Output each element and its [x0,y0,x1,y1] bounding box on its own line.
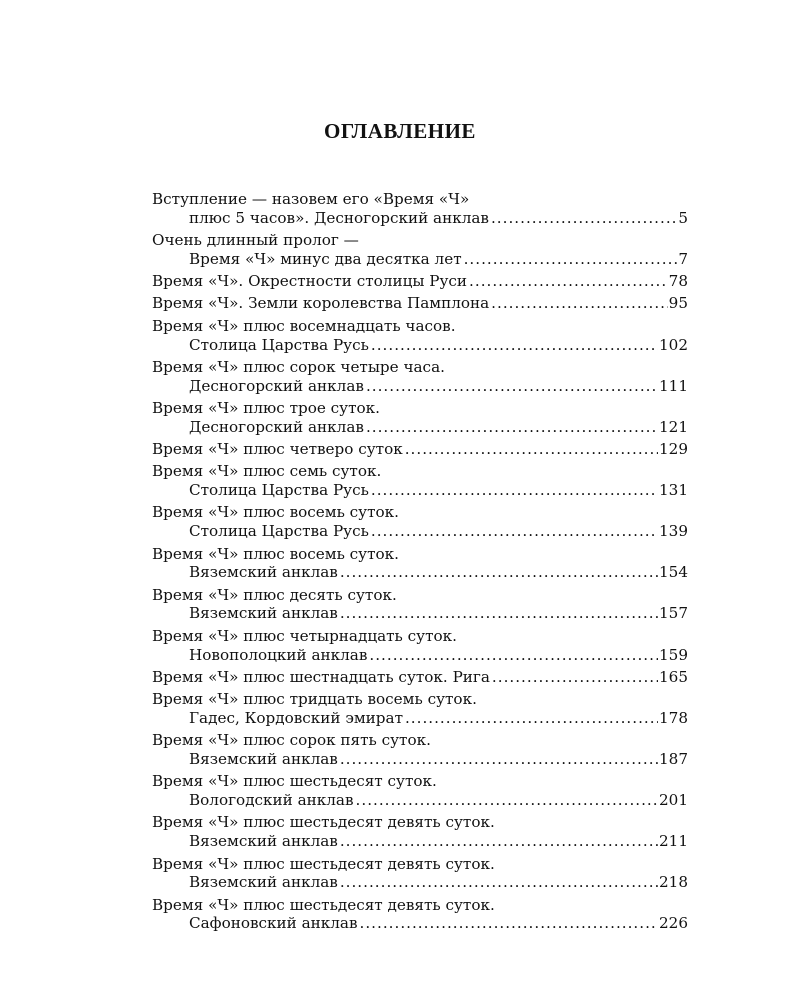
toc-page-number: 201 [659,791,688,810]
toc-page-number: 159 [659,645,688,664]
toc-entry-heading: Время «Ч» плюс шестьдесят суток. [152,772,437,791]
toc-entry[interactable] [152,855,688,893]
toc-entry-heading: Время «Ч» плюс десять суток. [152,585,397,604]
dot-leader [366,418,658,437]
toc-page-number: 121 [659,417,688,436]
toc-entry-heading: Время «Ч» плюс сорок четыре часа. [152,357,445,376]
toc-page-number: 5 [678,208,688,227]
toc-entry-line [152,832,688,851]
toc-entry-heading: Время «Ч» плюс восемнадцать часов. [152,316,456,335]
toc-page-number: 218 [659,873,688,892]
toc-entry[interactable] [152,358,688,396]
toc-entry-heading: Время «Ч» плюс семь суток. [152,462,382,481]
toc-entry-title: плюс 5 часов». Десногорский анклав [189,208,489,227]
toc-entry[interactable] [152,462,688,500]
toc-entry[interactable] [152,896,688,934]
toc-page-number: 154 [659,563,688,582]
toc-entry[interactable] [152,231,688,269]
toc-entry[interactable] [152,399,688,437]
dot-leader [492,668,658,687]
dot-leader [340,873,658,892]
toc-entry-line [152,750,688,769]
toc-entry-title: Десногорский анклав [189,417,364,436]
toc-entry[interactable] [152,627,688,665]
toc-entry-title: Столица Царства Русь [189,522,369,541]
toc-entry[interactable] [152,668,688,687]
toc-entry-line [152,418,688,437]
dot-leader [340,563,658,582]
toc-entry-title: Десногорский анклав [189,376,364,395]
toc-entry-title: Время «Ч» плюс четверо суток [152,440,403,459]
toc-entry-heading: Время «Ч» плюс трое суток. [152,398,380,417]
toc-entry-title: Время «Ч». Окрестности столицы Руси [152,272,468,291]
toc-page-number: 165 [659,667,688,686]
dot-leader [340,750,658,769]
toc-entry-line [152,668,688,687]
toc-entry[interactable] [152,317,688,355]
toc-page-number: 139 [659,522,688,541]
toc-entry-line [152,709,688,728]
toc-entry-title: Время «Ч». Земли королевства Памплона [152,294,490,313]
toc-entry-title: Гадес, Кордовский эмират [189,708,403,727]
toc-page-number: 78 [668,272,688,291]
dot-leader [366,377,658,396]
toc-entry-line [152,522,688,541]
toc-entry[interactable] [152,690,688,728]
toc-entry-heading: Время «Ч» плюс шестьдесят девять суток. [152,895,495,914]
toc-entry-line [152,336,688,355]
toc-page-number: 178 [659,708,688,727]
toc-entry-title: Новополоцкий анклав [189,645,368,664]
toc-entry[interactable] [152,272,688,291]
dot-leader [405,709,658,728]
toc-entry[interactable] [152,545,688,583]
toc-entry-heading: Вступление — назовем его «Время «Ч» [152,190,470,208]
toc-entry-line [152,294,688,313]
toc-entry-title: Время «Ч» плюс шестнадцать суток. Рига [152,667,490,686]
toc-page-number: 129 [659,440,688,459]
toc-page-number: 131 [659,481,688,500]
dot-leader [469,272,668,291]
toc-entry[interactable] [152,503,688,541]
toc-entry[interactable] [152,813,688,851]
dot-leader [340,604,658,623]
dot-leader [369,646,658,665]
toc-entry-line [152,209,688,228]
dot-leader [360,914,658,933]
dot-leader [371,481,658,500]
toc-entry-line [152,377,688,396]
toc-entry-line [152,604,688,623]
toc-entry-line [152,272,688,291]
toc-entry[interactable] [152,731,688,769]
toc-entry-line [152,646,688,665]
toc-entry[interactable] [152,294,688,313]
toc-entry-title: Вяземский анклав [189,832,338,851]
dot-leader [491,209,677,228]
toc-entry-line [152,914,688,933]
toc-entry-line [152,563,688,582]
toc-entry-title: Время «Ч» минус два десятка лет [189,249,462,268]
dot-leader [340,832,658,851]
toc-entry-line [152,440,688,459]
toc-page-number: 111 [659,376,688,395]
dot-leader [491,294,668,313]
toc-entry-heading: Время «Ч» плюс четырнадцать суток. [152,626,457,645]
dot-leader [405,440,658,459]
toc-entry-line [152,481,688,500]
toc-page-number: 226 [659,914,688,933]
toc-entry-line [152,791,688,810]
toc-entry-title: Вяземский анклав [189,750,338,769]
dot-leader [356,791,658,810]
toc-page-number: 102 [659,335,688,354]
table-of-contents [152,190,688,937]
toc-page-number: 157 [659,604,688,623]
toc-page-number: 187 [659,750,688,769]
toc-entry[interactable] [152,586,688,624]
toc-entry[interactable] [152,440,688,459]
toc-entry-title: Вяземский анклав [189,563,338,582]
toc-entry-heading: Время «Ч» плюс тридцать восемь суток. [152,690,477,709]
toc-entry-line [152,873,688,892]
toc-entry-heading: Время «Ч» плюс восемь суток. [152,544,399,563]
toc-entry-title: Вяземский анклав [189,604,338,623]
toc-page-number: 211 [659,832,688,851]
toc-entry[interactable] [152,772,688,810]
dot-leader [371,336,658,355]
toc-entry-title: Столица Царства Русь [189,335,369,354]
toc-entry[interactable] [152,190,688,228]
toc-entry-title: Столица Царства Русь [189,481,369,500]
toc-page-number: 7 [678,249,688,268]
toc-entry-title: Сафоновский анклав [189,914,358,933]
toc-entry-title: Вяземский анклав [189,873,338,892]
toc-entry-heading: Время «Ч» плюс шестьдесят девять суток. [152,854,495,873]
dot-leader [371,522,658,541]
page-title: ОГЛАВЛЕНИЕ [324,119,476,143]
toc-entry-heading: Время «Ч» плюс шестьдесят девять суток. [152,813,495,832]
toc-page-number: 95 [668,294,688,313]
toc-entry-heading: Очень длинный пролог — [152,231,359,250]
toc-entry-line [152,250,688,269]
toc-entry-title: Вологодский анклав [189,791,354,810]
dot-leader [464,250,678,269]
toc-entry-heading: Время «Ч» плюс сорок пять суток. [152,731,431,750]
toc-entry-heading: Время «Ч» плюс восемь суток. [152,503,399,522]
